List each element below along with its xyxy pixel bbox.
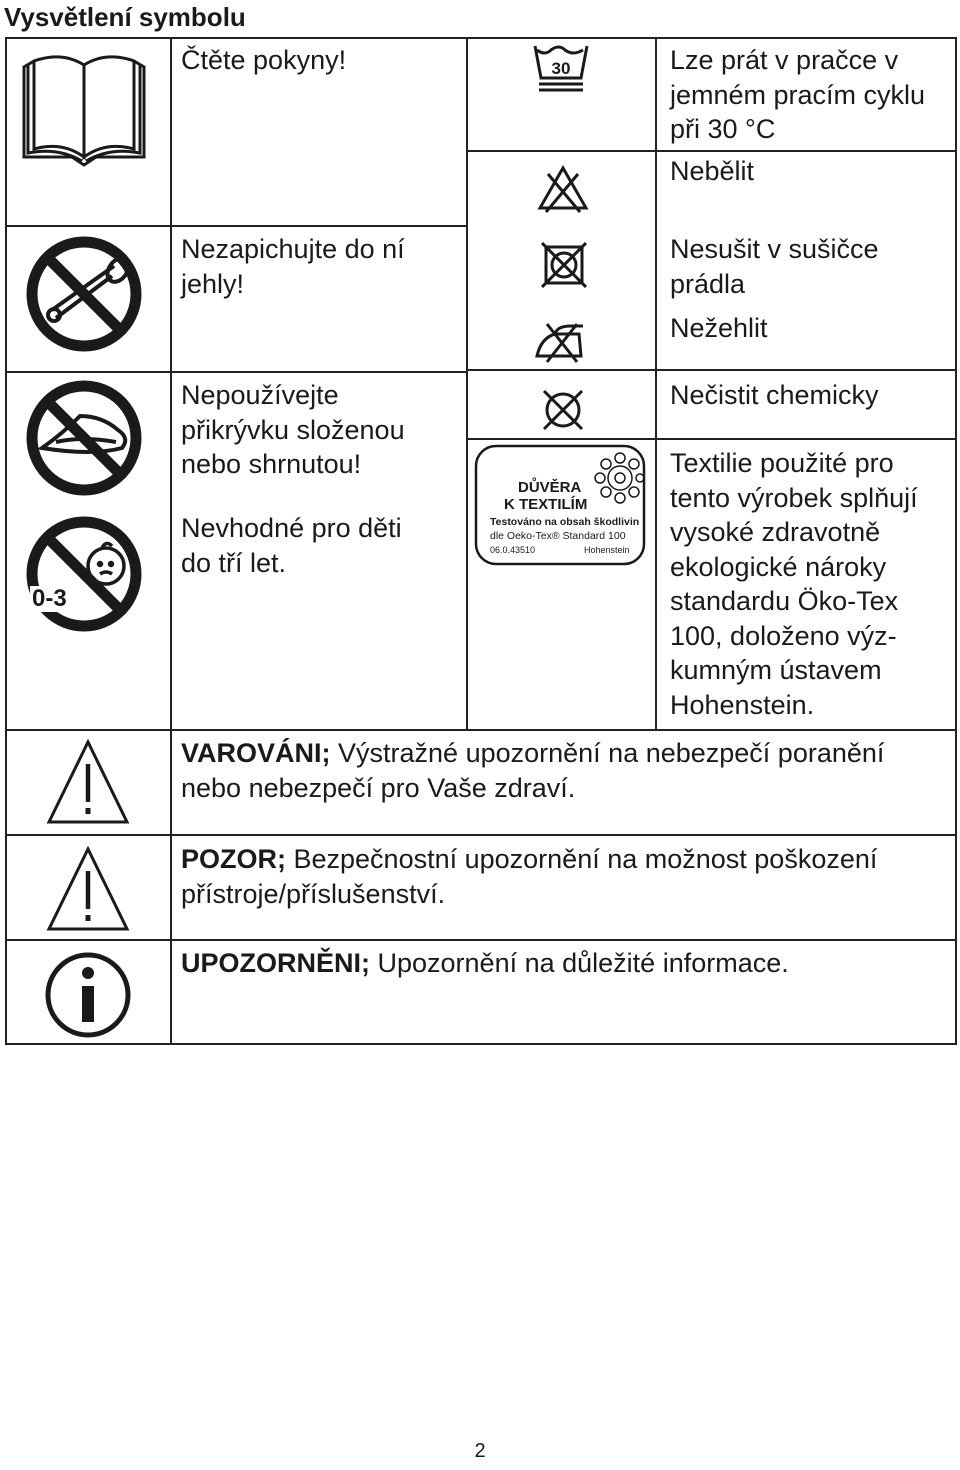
no-tumble-dry-icon [541,242,587,288]
text-line: do tří let. [181,547,287,578]
table-divider [655,39,657,729]
notice-text: Výstražné upozornění na nebezpečí poranění [330,738,885,768]
text-line: Hohenstein. [670,689,815,720]
table-divider [468,150,955,152]
text-line: 100, doloženo výz- [670,620,897,651]
text-line: Nevhodné pro děti [181,513,402,543]
table-divider [7,371,468,373]
page-number: 2 [474,1440,486,1462]
text-line: Nezapichujte do ní [181,234,405,264]
notice-keyword: UPOZORNĚNI; [181,948,370,978]
text-line: Nesušit v sušičce [670,234,879,264]
care-text-no-bleach [670,154,754,189]
text-line: Nepoužívejte [181,380,339,410]
notice-caution [181,842,877,911]
care-text-no-dry [670,232,879,301]
oekotex-line2: dle Oeko-Tex® Standard 100 [490,530,626,542]
caution-triangle-icon [45,845,131,933]
oekotex-line1: Testováno na obsah škodlivin [490,516,640,528]
text-line: Čtěte pokyny! [181,45,347,75]
text-line: Nebělit [670,156,755,186]
table-divider [7,834,955,836]
table-divider [468,369,955,371]
oekotex-heading2: K TEXTILÍM [504,496,588,513]
no-iron-icon [531,318,591,364]
text-line: jemném pracím cyklu [670,79,926,110]
no-pins-icon [22,232,147,357]
table-divider [170,39,172,1043]
table-divider [7,729,955,731]
text-line: Nečistit chemicky [670,380,879,410]
notice-warning [181,736,884,805]
notice-text: Upozornění na důležité informace. [370,948,789,978]
wash-temperature: 30 [551,59,571,78]
table-divider [7,225,468,227]
row-text-no-folded [181,378,405,482]
text-line: při 30 °C [670,114,776,144]
row-text-children [181,511,402,580]
oeko-tex-label-icon [474,444,646,566]
text-line: prádla [670,268,746,299]
warning-triangle-icon [45,738,131,826]
table-divider [468,438,955,440]
no-folded-blanket-icon [22,376,147,501]
oekotex-description [670,446,918,722]
text-line: Lze prát v pračce v [670,45,899,75]
text-line: ekologické nároky [670,551,887,582]
care-text-wash [670,43,925,147]
care-text-no-dry-clean [670,378,879,413]
info-icon [44,951,132,1039]
text-line: jehly! [181,268,245,299]
notice-text: přístroje/příslušenství. [181,878,446,909]
table-divider [466,39,468,729]
no-bleach-icon [536,164,590,214]
book-icon [12,45,157,170]
wash-30-icon [531,42,591,96]
oekotex-institute: Hohenstein [584,545,630,555]
oekotex-heading1: DŮVĚRA [518,479,582,496]
text-line: Textilie použité pro [670,448,894,478]
no-dry-clean-icon [541,388,585,432]
care-text-no-iron [670,311,768,346]
page-title: Vysvětlení symbolu [4,2,246,32]
text-line: přikrývku složenou [181,414,405,445]
row-text-no-pins [181,232,405,301]
text-line: kumným ústavem [670,655,882,685]
notice-keyword: POZOR; [181,844,286,874]
text-line: vysoké zdravotně [670,517,881,547]
notice-keyword: VAROVÁNI; [181,738,331,768]
text-line: tento výrobek splňují [670,482,918,513]
not-for-children-icon [22,512,147,637]
text-line: nebo shrnutou! [181,449,362,479]
text-line: Nežehlit [670,313,768,343]
notice-info [181,946,789,981]
notice-text: nebo nebezpečí pro Vaše zdraví. [181,772,576,803]
notice-text: Bezpečnostní upozornění na možnost poškození [286,844,878,874]
table-divider [7,939,955,941]
row-text-read-instructions [181,43,346,78]
age-label: 0-3 [32,585,67,612]
text-line: standardu Öko-Tex [670,586,899,616]
oekotex-code: 06.0.43510 [490,545,536,555]
